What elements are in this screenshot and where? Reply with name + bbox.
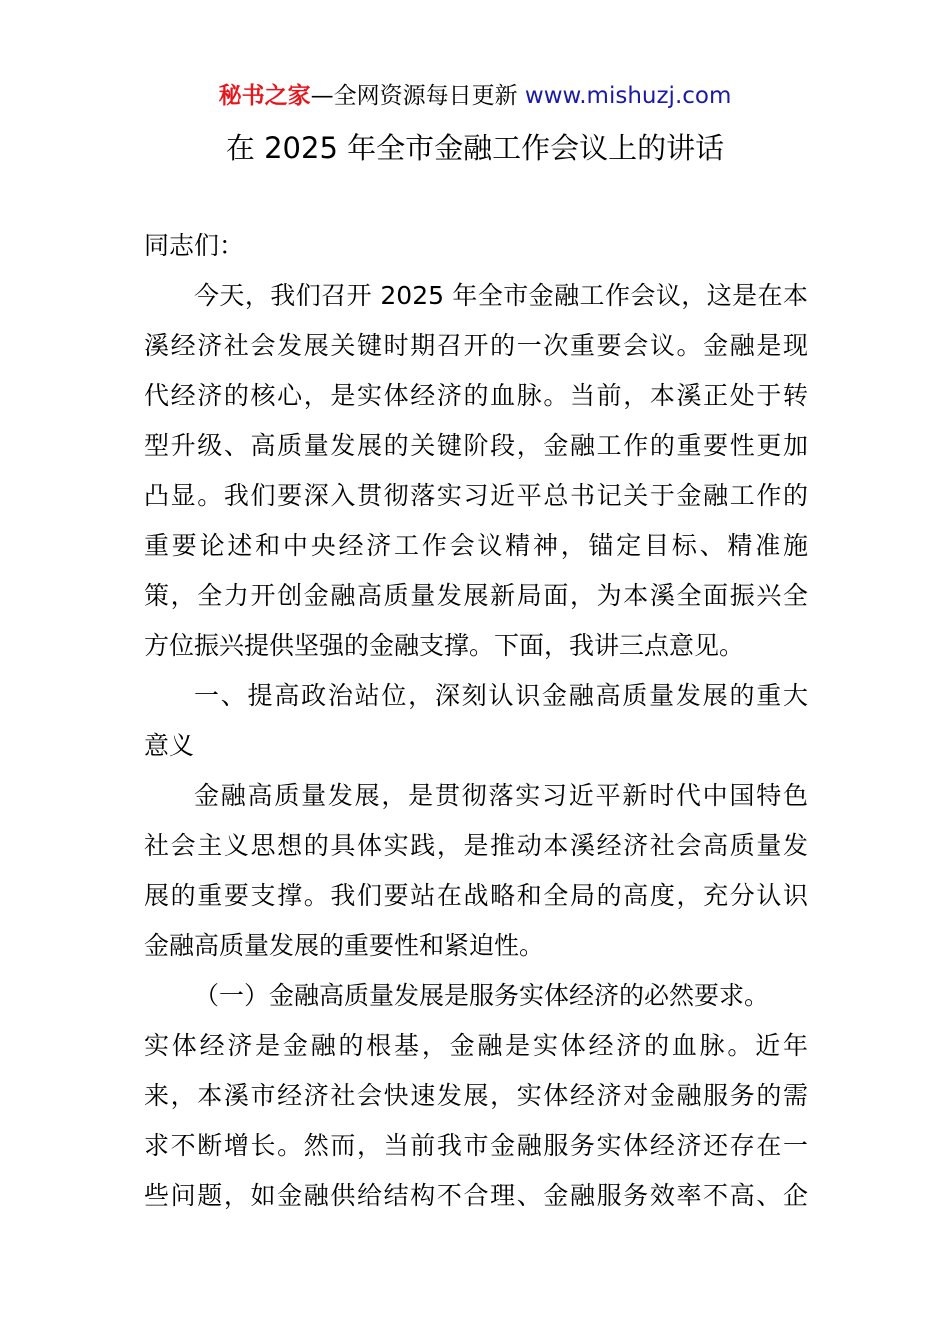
site-header xyxy=(0,80,950,112)
text-line: 型升级、高质量发展的关键阶段，金融工作的重要性更加 xyxy=(144,431,808,460)
text-line: 溪经济社会发展关键时期召开的一次重要会议。金融是现 xyxy=(144,331,808,360)
text-line: 来，本溪市经济社会快速发展，实体经济对金融服务的需 xyxy=(144,1081,808,1110)
text-line: 求不断增长。然而，当前我市金融服务实体经济还存在一 xyxy=(144,1131,808,1160)
header-tagline: —全网资源每日更新 xyxy=(310,83,525,109)
text-line: 方位振兴提供坚强的金融支撑。下面，我讲三点意见。 xyxy=(144,631,745,660)
section-heading: 意义 xyxy=(144,731,195,760)
text-line: 实体经济是金融的根基，金融是实体经济的血脉。近年 xyxy=(144,1031,808,1060)
text-line: 金融高质量发展，是贯彻落实习近平新时代中国特色 xyxy=(194,781,808,810)
text-line: 金融高质量发展的重要性和紧迫性。 xyxy=(144,931,545,960)
document-title: 在 2025 年全市金融工作会议上的讲话 xyxy=(225,131,725,165)
text-line: 些问题，如金融供给结构不合理、金融服务效率不高、企 xyxy=(144,1181,808,1210)
salutation: 同志们： xyxy=(144,231,245,260)
text-line: 今天，我们召开 2025 年全市金融工作会议，这是在本 xyxy=(194,281,808,310)
text-line: 重要论述和中央经济工作会议精神，锚定目标、精准施 xyxy=(144,531,808,560)
brand-name: 秘书之家 xyxy=(218,83,311,109)
section-heading: 一、提高政治站位，深刻认识金融高质量发展的重大 xyxy=(194,681,808,710)
site-url-link[interactable]: www.mishuzj.com xyxy=(524,83,732,109)
text-line: 社会主义思想的具体实践，是推动本溪经济社会高质量发 xyxy=(144,831,808,860)
text-line: 策，全力开创金融高质量发展新局面，为本溪全面振兴全 xyxy=(144,581,808,610)
document-body xyxy=(144,221,808,1221)
text-line: 代经济的核心，是实体经济的血脉。当前，本溪正处于转 xyxy=(144,381,808,410)
text-line: 展的重要支撑。我们要站在战略和全局的高度，充分认识 xyxy=(144,881,808,910)
text-line: 凸显。我们要深入贯彻落实习近平总书记关于金融工作的 xyxy=(144,481,808,510)
subsection-heading: （一）金融高质量发展是服务实体经济的必然要求。 xyxy=(194,981,770,1010)
